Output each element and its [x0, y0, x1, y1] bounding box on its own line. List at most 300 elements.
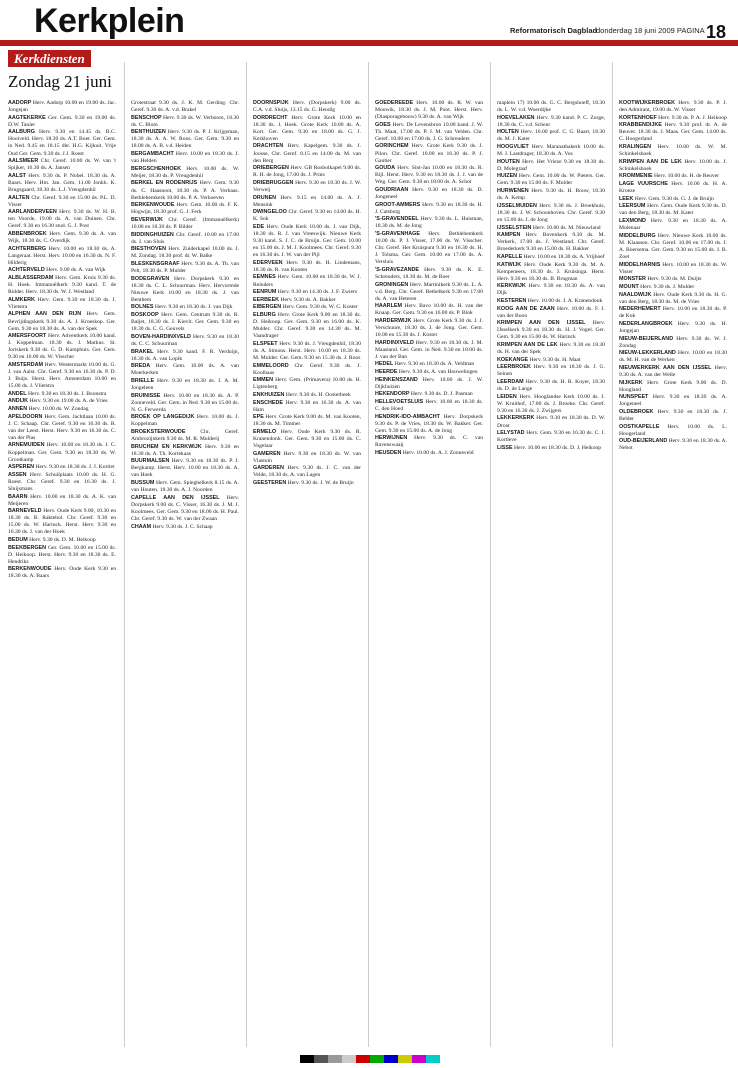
service-details: Herv. Grote Kerk 9.30 ds. J. Pilon. Chr. Geref. 10.00 en 16.30 ds. P. J. Gautier — [375, 143, 483, 164]
service-details: Chr. Geref. 10.00 en 17.00 ds. J. van Sluis — [131, 231, 239, 245]
listing-entry — [8, 333, 116, 361]
listing-entry — [619, 292, 727, 306]
place-name: DRIEBERGEN — [253, 165, 289, 172]
place-name: GEESTEREN — [253, 480, 287, 487]
place-name: LEERSUM — [619, 203, 646, 210]
listing-entry — [253, 400, 361, 414]
service-details: Herv. 9.30 ds. H. Lindemans, 18.30 ds. R. van Kooten — [253, 259, 361, 273]
place-name: GAMEREN — [253, 450, 281, 457]
place-name: IJSSELMUIDEN — [497, 202, 537, 209]
listing-entry — [497, 100, 605, 114]
place-name: BERKENWOUDE — [8, 566, 52, 573]
place-name: AALSMEER — [8, 158, 39, 165]
listing-entry — [8, 406, 116, 413]
listing-entry — [497, 394, 605, 415]
service-details: Herv. Grote Kerk 10.00 en 18.30 ds. J. Hoek. Grote Kerk 10.00 ds. A. Kort. Ger. Gem. 9.30 en 18.00 ds. G. J. Kerkhoven — [253, 114, 361, 142]
listing-entry — [619, 336, 727, 350]
place-name: KRALINGEN — [619, 144, 652, 151]
service-details: Herv. Gem. 10.00 ds. F. K. Hogwijn, 18.30 prof. G. J. Ferk — [131, 202, 239, 216]
place-name: MIDDELHARNIS — [619, 261, 661, 268]
place-name: IJSSELSTEIN — [497, 224, 532, 231]
service-details: Herv. 10.00 ds. A. J. Zonneveld — [402, 450, 474, 457]
place-name: LEEK — [619, 195, 634, 202]
listing-entry — [131, 378, 239, 392]
service-details: Herv. 9.30 en 18.30 ds. D. W. Drost — [497, 415, 605, 429]
listing-entry — [8, 494, 116, 508]
listing-entry — [131, 458, 239, 479]
service-details: Herv. 9.30 ds. J. Vreugdenhil, 18.30 ds. A. Simons. Herst. Herv. 10.00 en 18.30 ds. M. Mulder. Ger. Gem. 9.30 en 15.30 ds. J. Roos — [253, 340, 361, 361]
listing-entry — [253, 392, 361, 399]
place-name: ELBURG — [253, 312, 276, 319]
service-details: Herv. 9.30 ds. M. Duijts — [647, 276, 702, 283]
listing-entry — [131, 312, 239, 333]
place-name: NIEUW-BEIJERLAND — [619, 335, 674, 342]
service-details: Herv. 9.30 en 18.30 ds. J. G. Seinen — [497, 364, 605, 378]
place-name: DOORNSPIJK — [253, 100, 289, 106]
place-name: HEUSDEN — [375, 450, 402, 457]
place-name: BROEKSTERWOUDE — [131, 428, 186, 435]
listing-entry — [619, 218, 727, 232]
listing-entry — [253, 377, 361, 391]
listing-entry — [619, 159, 727, 173]
place-name: ERMELO — [253, 428, 277, 435]
listing-entry — [375, 143, 483, 164]
listing-entry — [375, 231, 483, 266]
place-name: KROMMENIE — [619, 173, 653, 180]
place-name: ENKHUIZEN — [253, 391, 285, 398]
header-bar — [0, 40, 738, 46]
place-name: HEDEL — [375, 361, 394, 368]
place-name: HOLTEN — [497, 129, 519, 136]
service-details: Herv. Dorpskerk 9.30 en 18.30 ds. C. L. Schuurman. Herv. Hervormde Nieuwe Kerk 10.00 en 18.30 ds. J. van Benthem — [131, 275, 239, 303]
service-details: Herv. 10.00 ds. L. Hoogerland — [619, 423, 727, 437]
column-rule — [368, 62, 369, 1047]
place-name: HOOGVLIET — [497, 144, 529, 151]
service-details: Herv. Hooglandse Kerk 10.00 ds. J. W. Kruithof, 17.00 ds. J. Broeke. Chr. Geref. 9.30 en 16.30 ds. J. Zwijgers — [497, 393, 605, 414]
service-details: Herv. 10.00 ds. W. Meijer, 18.30 ds. P. Vreugdenhil — [131, 165, 239, 179]
place-name: BERKENWOUDE — [131, 202, 175, 209]
service-details: Herv. Het Vrieze 9.30 en 18.30 ds. D. Molegraaf — [497, 158, 605, 172]
service-details: Herv. 10.00 en 18.30 ds. J. C. Koppelman. Ger. Gem. 9.30 en 18.30 ds. W. Grootkamp — [8, 442, 116, 463]
listing-entry — [253, 274, 361, 288]
listing-entry — [8, 195, 116, 209]
listing-entry — [8, 508, 116, 536]
listing-entry — [131, 166, 239, 180]
listing-entry — [253, 429, 361, 450]
listing-entry — [131, 100, 239, 114]
column-rule — [612, 62, 613, 1047]
service-details: Herv. IJsselkerk 9.30 en 18.30 ds. H. J. Vogel. Ger. Gem. 9.30 en 15.00 ds. W. Harinck — [497, 320, 605, 341]
service-details: Herv. 9.30 ds. A. Th. van Pelt, 18.30 ds. P. Mulder — [131, 260, 239, 275]
service-details: Herv. Gem. Centrum 9.30 ds. R. Baljet, 18.30 ds. J. Kievit. Ger. Gem. 9.30 en 18.30 ds. C. G. Geuvels — [131, 312, 239, 333]
service-details: Herv. 10.00 ds. W. Zondag — [28, 406, 89, 413]
place-name: ASPEREN — [8, 464, 35, 471]
place-name: BENSCHOP — [131, 114, 162, 121]
service-details: Herv. Nieuwe Kerk 10.00 ds. M. Klaassen. Chr. Geref. 10.00 en 17.00 ds. J. A. Boersema. Ger. Gem. 9.30 en 15.00 ds. J. B. Zoet — [619, 232, 727, 260]
service-details: Chr. Geref. 10.00 ds. W. van 't Spijker, 16.30 ds. A. Jansen — [8, 158, 116, 172]
place-name: LAGE VUURSCHE — [619, 181, 668, 188]
place-name: BEDUM — [8, 537, 28, 544]
listing-entry — [619, 350, 727, 364]
listing-entry — [375, 369, 483, 376]
place-name: BRUCHEM EN KERKWIJK — [131, 443, 202, 450]
place-name: BERGSCHENHOEK — [131, 165, 182, 172]
listing-entry — [8, 414, 116, 442]
place-name: BIESTHOVEN — [131, 246, 167, 253]
listing-entry — [497, 159, 605, 173]
service-details: Herv. 10.00 ds. H. A. Kroeze — [619, 181, 727, 195]
service-details: Herv. 9.30 en 18.30 ds. J. J. Kortier — [35, 464, 115, 471]
listing-entry — [253, 297, 361, 304]
service-details: Herv. 10.00 ds. W. M. Schinkelshoek — [619, 144, 727, 158]
place-name: GOUDRIAAN — [375, 186, 409, 193]
place-name: MIDDELBURG — [619, 232, 656, 239]
listing-entry — [497, 298, 605, 305]
listing-entry — [619, 276, 727, 283]
service-details: Herv. (Dorpskerk) 9.00 ds. C.A. v.d. Sluijs, 13.15 ds. G. Hendig — [253, 100, 361, 114]
service-details: Herv. 9.30 en 18.30 ds. A. Molenaar — [619, 218, 727, 232]
listing-entry — [8, 115, 116, 129]
listing-entry — [131, 232, 239, 246]
service-details: Herv. 9.30 en 18.30 ds. C. C. Schuurman — [131, 333, 239, 347]
listing-entry — [619, 284, 727, 291]
service-details: Herv. 10.00 ds. F. J. van der Boon — [497, 305, 605, 319]
listing-entry — [497, 379, 605, 393]
service-details: Herv. Gem. 9.30 ds. G. J. de Bruijn — [634, 195, 714, 202]
place-name: KRIMPEN AAN DE LEK — [619, 158, 682, 165]
service-details: Herv. Westermarkt 10.00 ds. G. J. van Aalst. Chr. Geref. 9.30 en 16.30 ds. P. D. J. Buijs. Herst. Herv. Amsterdam 10.00 en 15.00 ds. J. Vlietstra — [8, 362, 116, 390]
service-details: Herv. Gem. 9.30 ds. A. van Wijk, 18.30 ds. C. Overdijk — [8, 231, 116, 245]
listing-entry — [497, 364, 605, 378]
listing-entry — [253, 224, 361, 259]
listing-entry — [497, 232, 605, 253]
listing-entry — [131, 217, 239, 231]
listing-entry — [8, 398, 116, 405]
listing-entry — [253, 312, 361, 340]
place-name: ENSCHEDE — [253, 399, 283, 406]
service-details: Ger. Gem. 10.00 en 15.00 ds. D. Heikoop. Herst. Herv. 9.30 en 18.30 ds. E. Hendriks — [8, 544, 116, 565]
listing-entry — [8, 311, 116, 332]
listing-entry — [131, 393, 239, 414]
listing-entry — [131, 495, 239, 523]
service-details: Herv. 9.30 prof. dr. A. de Reuver. 18.30 ds. J. Maas. Ger. Gem. 14.00 ds. C. Hoogerland — [619, 122, 727, 143]
place-name: BOLNES — [131, 304, 154, 311]
service-details: Herv. Gem. Oude Kerk 9.30 ds. D. van den Berg, 18.30 ds. M. Kater — [619, 203, 727, 217]
listing-entry — [497, 283, 605, 297]
listing-entry — [497, 188, 605, 202]
place-name: HEINKENSZAND — [375, 376, 418, 383]
place-name: HARDINXVELD — [375, 339, 414, 346]
listing-entry — [497, 306, 605, 320]
place-name: ANDEL — [8, 390, 27, 397]
place-name: CAPELLE AAN DEN IJSSEL — [131, 494, 220, 501]
place-name: GOUDA — [375, 165, 396, 172]
place-name: KRABBENDIJKE — [619, 122, 662, 129]
listing-entry — [497, 262, 605, 283]
color-registration-strip — [300, 1055, 440, 1063]
place-name: NIEUWERKERK AAN DEN IJSSEL — [619, 364, 712, 371]
listing-entry — [619, 380, 727, 394]
place-name: AADORP — [8, 100, 32, 106]
place-name: HEKENDORP — [375, 391, 410, 398]
place-name: OUD-BEIJERLAND — [619, 438, 668, 445]
place-name: ABBENBROEK — [8, 231, 47, 237]
service-details: Herv. Martinikerk 9.30 ds. L. A. v.d. Berg. Chr. Geref. Bethelkerk 9.30 en 17.00 ds. A. van Heteren — [375, 281, 483, 302]
place-name: MONSTER — [619, 276, 646, 283]
place-name: 'S-GRAVENHAGE — [375, 231, 420, 237]
listing-entry — [8, 209, 116, 230]
service-details: Herv. Aadorp 10.00 en 19.00 ds. Jac. Jongejan — [8, 100, 116, 114]
place-name: GROOT-AMMERS — [375, 201, 421, 208]
listing-entry — [131, 480, 239, 494]
place-name: NEDERHEMERT — [619, 306, 661, 313]
service-details: Herv. Gem. 9.30 ds. C. Haasnoot, 18.30 ds. P. A. Verbaas. Bethlehemkerk 10.00 ds. P. A. Verhoeven — [131, 180, 239, 201]
place-name: NEDERLANGBROEK — [619, 320, 673, 327]
place-name: HARDERWIJK — [375, 317, 412, 324]
place-name: GOEDEREEDE — [375, 100, 414, 106]
service-details: Herv. 9.30 en 18.30 ds. J. van Dijk — [154, 304, 233, 311]
listing-entry — [253, 414, 361, 428]
listing-entry — [375, 361, 483, 368]
service-details: Herv. 9.30 en 18.30 ds. A. van Dijk — [497, 283, 605, 297]
listing-entry — [8, 362, 116, 390]
service-details: Herv. Gem. Bevrijdingskerk 9.30 ds. A. J. Kroeskop. Ger. Gem. 9.30 en 18.30 ds. A. van der Spek — [8, 311, 116, 332]
service-details: Herv. 9.30 en 14.30 ds. J. F. Zwiers — [277, 289, 357, 296]
listing-entry — [619, 173, 727, 180]
place-name: AALST — [8, 172, 26, 179]
listing-entry — [375, 202, 483, 216]
listing-entry — [253, 451, 361, 465]
listing-entry — [497, 144, 605, 158]
place-name: BEEKBERGEN — [8, 544, 47, 551]
service-details: Herv. 9.30 en 18.30 ds. J. Belder — [619, 409, 727, 423]
place-name: GARDEREN — [253, 465, 284, 472]
service-details: Herv. 10.00 en 18.30 ds. A. K. van Meijeren — [8, 493, 116, 507]
listing-entry — [253, 195, 361, 209]
listing-entry — [375, 303, 483, 317]
listing-column — [619, 100, 727, 1050]
place-name: KERKWIJK — [497, 283, 526, 290]
service-details: Herv. Dorpskerk 9.30 ds. P. de Vries, 18.30 ds. W. Bakker. Ger. Gem. 9.30 en 15.00 ds. A. de Jong — [375, 413, 483, 434]
place-name: HAARLEM — [375, 303, 402, 310]
service-details: Herv. 9.30 ds. A. van der Welle — [619, 364, 727, 379]
service-details: Herv. Oude Kerk 10.00 ds. J. van Dijk, 18.30 ds. R. J. van Vreeswijk. Nieuwe Kerk 9.30 kand. S. J. C. de Bruijn. Ger. Gem. 10.00 en 15.00 ds. J. M. J. Koolmees. Chr. Geref. 9.30 en 16.30 ds. J. W. van der Pijl — [253, 223, 361, 259]
listing-entry — [619, 144, 727, 158]
service-details: Herv. 9.30 en 18.30 ds. J. W. Verweij — [253, 179, 361, 193]
listing-entry — [497, 115, 605, 129]
place-name: KAPELLE — [497, 253, 523, 260]
service-details: Herv. Grote Kerk 9.00 en 18.30 ds. D. Heikoop. Ger. Gem. 9.30 en 16.00 ds. K. Mulder. Chr. Geref. 9.30 en 14.30 ds. M. Vaandrager — [253, 312, 361, 340]
place-name: AMSTERDAM — [8, 362, 44, 368]
place-name: DRIEBRUGGEN — [253, 179, 294, 186]
service-details: Herv. 9.30 en 18.30 ds. J. A. M. Jongeleen — [131, 377, 239, 391]
listing-entry — [497, 415, 605, 429]
place-name: NUNSPEET — [619, 394, 649, 401]
place-name: LEKKERKERK — [497, 415, 535, 422]
listing-entry — [619, 196, 727, 203]
service-details: Herv. Oude Kerk 9.00, 10.30 en 18.30 ds. B. Raktebol. Chr. Geref. 9.30 en 15.00 ds. W. Harinck. Herst. Herv. 9.30 en 16.30 ds. J. van der Hoek — [8, 508, 116, 536]
service-details: Herv. Oude Kerk 9.30 ds. H. G. van den Berg, 18.30 ds. M. de Vries — [619, 291, 727, 305]
print-footer — [0, 1052, 738, 1066]
place-name: HOEVELAKEN — [497, 114, 535, 121]
service-details: Herv. 9.30 ds. A. van Houwelingen — [398, 369, 478, 376]
service-details: Herv. 9.30 ds. H. Oosterbeek — [285, 391, 351, 398]
service-details: Herv. 9.30 ds. P. J. den Admirant, 19.00 ds. W. Visser — [619, 100, 727, 114]
service-details: Herv. 9.30 en 18.30 ds. P. J. Bergkamp. Herst. Herv. 10.00 en 18.30 ds. A. van Hoek — [131, 458, 239, 479]
place-name: HOUTEN — [497, 158, 520, 165]
listing-entry — [375, 187, 483, 201]
place-name: ARNEMUIDEN — [8, 442, 45, 449]
place-name: BUSSUM — [131, 480, 155, 487]
service-details: Herv. Gem. (Primavera) 10.00 ds. H. Ligtenberg — [253, 377, 361, 391]
listing-entry — [619, 424, 727, 438]
service-details: Herv. 9.30 ds. J. W. de Bruijn — [287, 480, 354, 487]
listing-entry — [375, 450, 483, 457]
listing-entry — [8, 173, 116, 194]
place-name: BRUINISSE — [131, 392, 161, 399]
service-details: Herv. 9.30 kand. F. R. Verduijn, 18.30 ds. A. van Lopik — [131, 348, 239, 362]
listing-entry — [619, 438, 727, 452]
place-name: KRIMPEN AAN DEN IJSSEL — [497, 320, 586, 327]
listing-entry — [253, 143, 361, 164]
place-name: BREDA — [131, 363, 151, 370]
service-details: Herv. 9.30 ds. A. Bakker — [280, 296, 336, 303]
service-details: Herv. 10.00 en 18.30 ds. P. de Kok — [619, 306, 727, 320]
place-name: 'S-GRAVEZANDE — [375, 266, 420, 273]
service-details: Herv. 9.30 ds. H. Bouw, 18.30 ds. A. Kemp — [497, 188, 605, 202]
service-details: Chr. Geref. (Immanuëlkerk) 10.00 en 18.30 ds. P. Bilder — [131, 216, 239, 230]
service-details: Herv. 9.30 ds. L. Huisman, 18.30 ds. M. de Jong — [375, 216, 483, 230]
listing-entry — [253, 480, 361, 487]
listing-entry — [131, 349, 239, 363]
service-details: Herv. Gem. 10.00 ds. A. van Moerkerken — [131, 363, 239, 377]
service-details: Herv. 9.30 ds. D. J. Pasman — [410, 391, 473, 398]
listing-entry — [619, 100, 727, 114]
listing-entry — [497, 129, 605, 143]
listing-entry — [619, 115, 727, 122]
listing-entry — [8, 391, 116, 398]
service-details: Herv. 9.30 ds. H. Maat — [529, 356, 581, 363]
service-details: maplein 17) 10.00 ds. G. C. Bergshoeff, 18.30 ds. L. W. v.d. Woerdijke — [497, 100, 605, 114]
column-rule — [124, 62, 125, 1047]
service-details: Herv. Oude Kerk 9.30 ds. M. A. Kempeneers, 18.30 ds. J. Kruisinga. Herst. Herv. 9.30 en 18.30 ds. B. Brugman — [497, 261, 605, 282]
place-name: GORINCHEM — [375, 143, 409, 150]
listing-column — [375, 100, 483, 1050]
place-name: ALBLASSERDAM — [8, 275, 54, 282]
listing-entry — [8, 246, 116, 267]
place-name: EEMNES — [253, 274, 276, 281]
place-name: LELYSTAD — [497, 430, 525, 437]
listing-entry — [253, 260, 361, 274]
service-details: Herv. Grote Kerk 9.00 ds. D. Hoogland — [619, 379, 727, 393]
listing-entry — [8, 129, 116, 157]
place-name: BROEK OP LANGEDIJK — [131, 414, 195, 421]
place-name: LEERBROEK — [497, 364, 531, 371]
service-details: Herv. 10.00 en 18.30 ds. A. Langeraat. Herst. Herv. 10.00 en 16.30 ds. N. F. Hilderig — [8, 245, 116, 266]
listing-entry — [375, 414, 483, 435]
service-details: Herv. 10.00 en 18.30 ds. A. Vrijhoef — [523, 253, 605, 260]
service-details: Herv. 10.00 en 18.30 ds. A. P. Zonneveld. Ger. Gem. in Ned. 9.30 en 15.00 ds. N. G. Ferwerda — [131, 392, 239, 413]
place-name: DORDRECHT — [253, 114, 288, 121]
listing-entry — [253, 209, 361, 223]
service-details: Herv. Adventkerk 10.00 kand. J. Koppelman. 18.30 ds. J. Markus. St. Joriskerk 9.30 ds. G. D. Kamphuis. Ger. Gem. 9.30 en 16.00 ds. W. Visscher — [8, 333, 116, 361]
place-name: LEERDAM — [497, 379, 524, 386]
service-details: Herv. Zuiderkapel 10.00 ds. J. M. Zondag. 18.30 prof. dr. W. Balke — [131, 246, 239, 260]
listing-entry — [375, 100, 483, 121]
place-name: HEERDE — [375, 369, 398, 376]
listing-column — [131, 100, 239, 1050]
service-details: Herv. 9.30 ds. W. H. B. ten Voorde, 19.00 ds. A. van Duinen. Chr. Geref. 9.30 en 16.30 stud. G. J. Post — [8, 209, 116, 230]
listing-entry — [131, 261, 239, 275]
listing-entry — [497, 445, 605, 452]
listing-entry — [131, 524, 239, 531]
service-details: Herv. 9.30 ds. J. C. Schaap — [152, 523, 213, 530]
place-name: EMMEN — [253, 377, 274, 384]
place-name: HURWENEN — [497, 188, 529, 195]
listing-entry — [619, 181, 727, 195]
listing-entry — [497, 203, 605, 224]
listing-entry — [131, 444, 239, 458]
service-details: Herv. 9.30 ds. J. Mulder — [640, 283, 695, 290]
place-name: NAALDWIJK — [619, 291, 652, 298]
service-details: Herv. 10.00 en 18.30 ds. D. J. Heikoop — [513, 444, 602, 451]
service-details: Herv. Maranathakerk 10.00 ds. M. J. Lastdrager, 18.30 ds. A. Vos — [497, 144, 605, 158]
service-details: Herv. Gem. 9.30 en 18.30 ds. J. Vlietstra — [8, 296, 116, 310]
service-details: Herv. Gem. 10.00 en 18.30 ds. W. J. Reinders — [253, 274, 361, 288]
place-name: ASSEN — [8, 471, 27, 478]
listing-entry — [8, 158, 116, 172]
service-details: Herv. 9.15 en 14.00 ds. A. J. Mensink — [253, 194, 361, 208]
service-details: Herv. Gem. Jachtlaan 10.00 ds. J. C. Schaap. Chr. Geref. 9.30 en 16.30 ds. R. van der Leest. Herst. Herv. 9.30 en 16.30 ds. C. van der Plas — [8, 413, 116, 441]
service-details: Herv. 9.30 ds. D. M. Heikoop — [29, 537, 96, 544]
place-name: HERWIJNEN — [375, 435, 408, 442]
place-name: LEXMOND — [619, 218, 646, 225]
place-name: EENRUM — [253, 289, 277, 296]
place-name: OLDEBROEK — [619, 409, 654, 416]
section-title: Kerkplein — [34, 2, 185, 40]
listing-entry — [131, 115, 239, 129]
listing-entry — [497, 254, 605, 261]
listing-entry — [131, 202, 239, 216]
place-name: OOSTKAPELLE — [619, 423, 660, 430]
service-details: Herv. 9.30 en 18.30 ds. J. M. Maasland. Ger. Gem. in Ned. 9.30 en 18.00 ds. J. van der Ban — [375, 339, 483, 360]
service-details: Herv. 9.30 ds. P. Nobel. 18.30 ds. A. Baars. Herv. Hm. Jan. Gem. 11.00 Jonkh. K. Brugsgaard. 18.30 ds. L.J. Vreugdenhil — [8, 172, 116, 193]
service-details: Chr. Geref. 9.30 en 14.00 ds. H. K. Sok — [253, 209, 361, 223]
listing-entry — [131, 334, 239, 348]
service-details: Herv. GB Rosbolkapel 9.00 ds. R. H. de Jong, 17.00 ds. J. Prins — [253, 165, 361, 179]
place-name: 'S-GRAVENDEEL — [375, 216, 419, 223]
place-name: CHAAM — [131, 523, 152, 530]
service-details: Ger. Gem. 9.30 en 19.00 ds. D.W. Tanier — [8, 114, 116, 128]
service-details: Chr. Geref. 9.30 en 15.00 ds. P.L. D. Visser — [8, 194, 116, 208]
service-details: Herv. 10.00 ds. R. W. van Mouwik, 18.30 ds. J. M. Poot. Herst. Herv. (Diasporagebouw) 9.30 ds. A. van Wijk — [375, 100, 483, 121]
service-details: Herv. 10.00 en 18.30 ds. M. H. van de Werken — [619, 350, 727, 364]
listing-entry — [375, 391, 483, 398]
service-details: Herv. 9.30 en 18.30 ds. H. van der Spek — [497, 342, 605, 356]
service-details: Herv. 9.30 en 18.30 ds. H. J. Catsburg — [375, 201, 483, 215]
listing-entry — [8, 267, 116, 274]
service-details: Herv. 9.30 en 18.30 ds. A. Jongeneel — [619, 394, 727, 408]
place-name: MOUNT — [619, 283, 639, 290]
place-name: HELLEVOETSLUIS — [375, 399, 424, 406]
place-name: KORTENHOEF — [619, 114, 657, 121]
place-name: ELSPEET — [253, 340, 278, 347]
place-name: HUIZEN — [497, 173, 518, 180]
listing-entry — [253, 363, 361, 377]
listing-entry — [619, 203, 727, 217]
place-name: BRIELLE — [131, 377, 155, 384]
service-details: Herv. 9.30 ds. W. Verboom, 18.30 ds. C. Blom — [131, 114, 239, 128]
